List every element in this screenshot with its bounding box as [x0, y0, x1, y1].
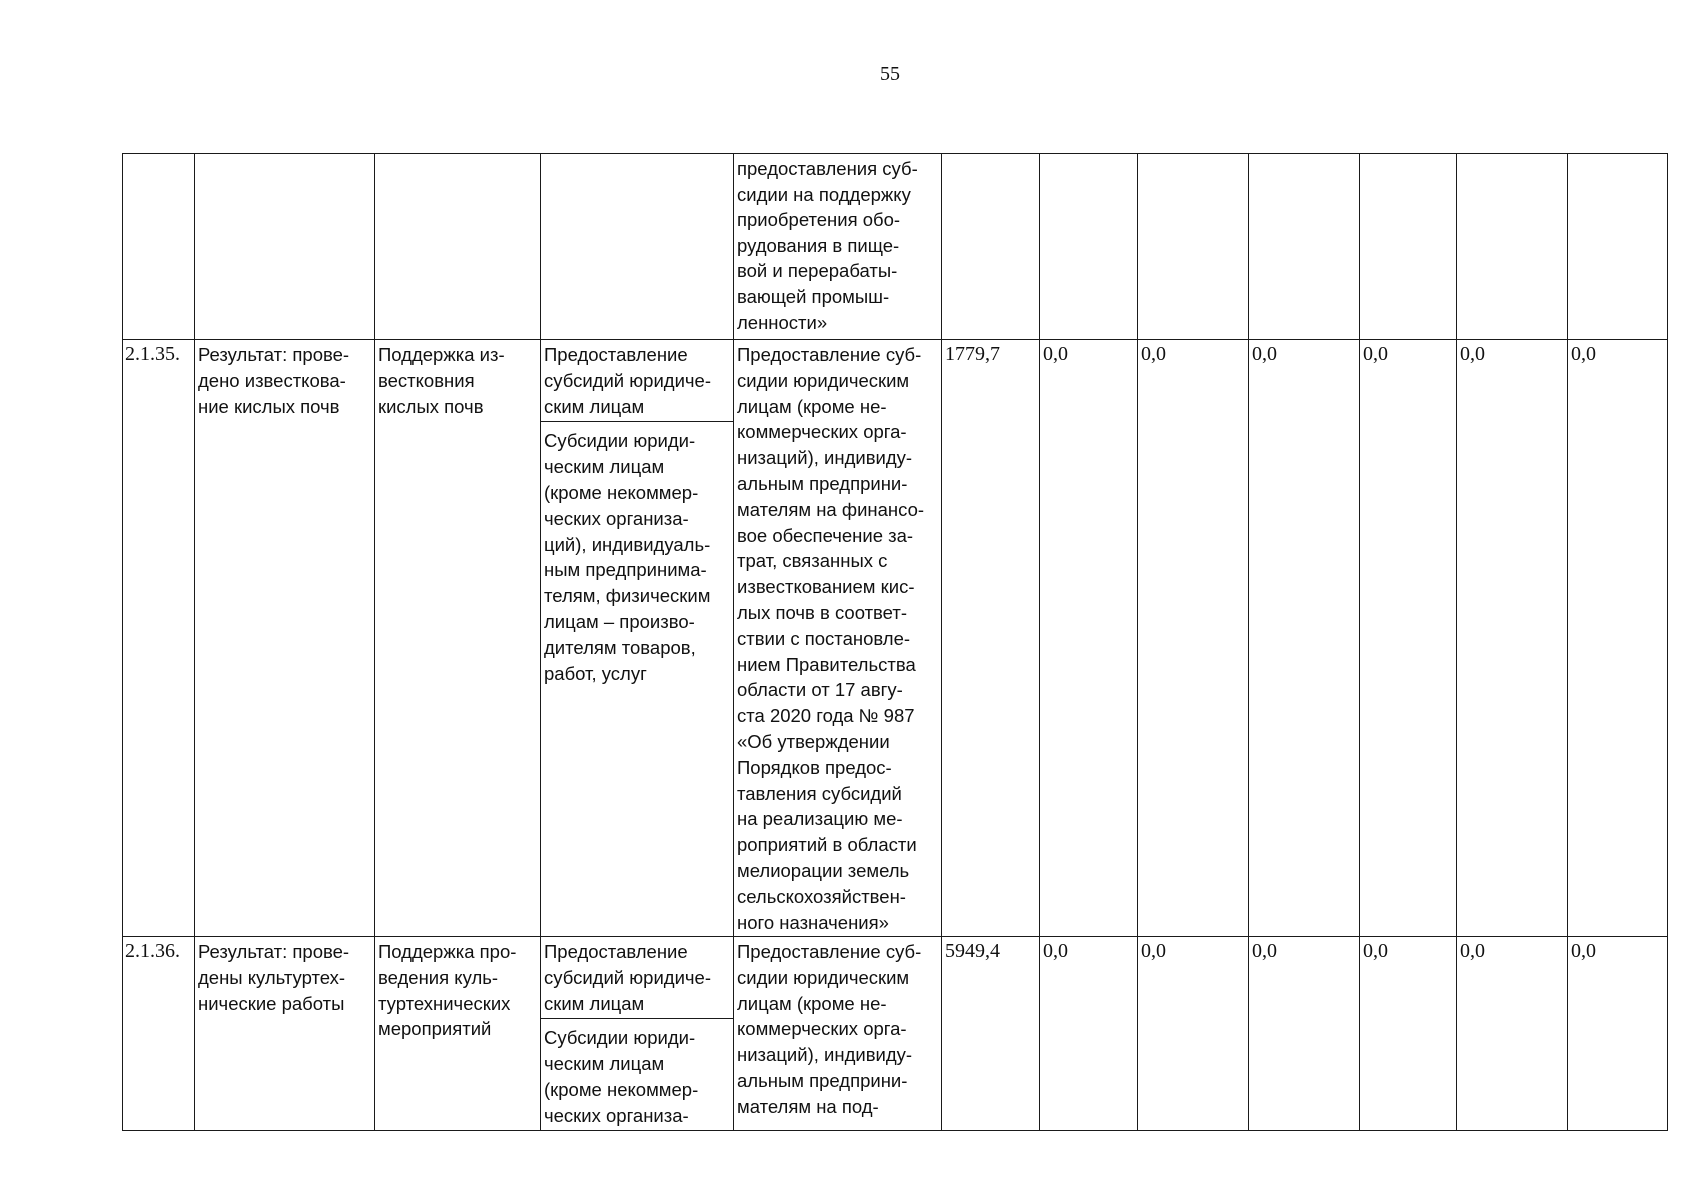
recipient-line: ций), индивидуаль-: [544, 533, 711, 555]
description-line: Предоставление суб-: [737, 344, 922, 365]
description-line: сидии юридическим: [737, 966, 910, 988]
description-line: трат, связанных с: [737, 550, 888, 572]
event-line: туртехнических: [378, 992, 511, 1014]
description-line: Предоставление суб-: [737, 941, 922, 962]
cell-value: 0,0: [1457, 937, 1568, 1131]
recipient-category: [541, 422, 733, 686]
recipient-line: ским лицам: [544, 992, 645, 1014]
event-line: кислых почв: [378, 395, 484, 417]
cell-value: [1138, 154, 1249, 340]
cell-value: [1249, 154, 1360, 340]
cell-value: [942, 154, 1040, 340]
cell-result: [195, 154, 375, 340]
result-line: Результат: прове-: [198, 344, 350, 365]
recipient-line: ческих организа-: [544, 507, 689, 529]
cell-value: 0,0: [1249, 340, 1360, 937]
description-line: коммерческих орга-: [737, 1018, 907, 1040]
description-line: лых почв в соответ-: [737, 601, 907, 623]
description-line: лицам (кроме не-: [737, 992, 887, 1014]
cell-number: 2.1.36.: [123, 937, 195, 1131]
table-row-continuation: [123, 154, 1668, 340]
cell-value: [1360, 154, 1457, 340]
recipient-line: (кроме некоммер-: [544, 1078, 699, 1100]
cell-value: 0,0: [1138, 937, 1249, 1131]
description-line: вающей промыш-: [737, 285, 890, 307]
cell-event: [375, 937, 541, 1131]
description-line: рудования в пище-: [737, 234, 900, 256]
description-line: области от 17 авгу-: [737, 679, 903, 701]
recipient-line: ческим лицам: [544, 1053, 665, 1075]
event-line: ведения куль-: [378, 966, 499, 988]
event-line: Поддержка из-: [378, 344, 505, 365]
result-line: дены культуртех-: [198, 966, 346, 988]
event-line: Поддержка про-: [378, 941, 517, 962]
description-line: мелиорации земель: [737, 859, 910, 881]
description-line: роприятий в области: [737, 834, 917, 856]
recipient-line: ным предпринима-: [544, 559, 707, 581]
recipient-line: ческим лицам: [544, 456, 665, 478]
description-line: ствии с постановле-: [737, 627, 911, 649]
description-line: сельскохозяйствен-: [737, 885, 906, 907]
page-number: 55: [880, 63, 900, 85]
description-line: лицам (кроме не-: [737, 395, 887, 417]
cell-value: 0,0: [1568, 937, 1668, 1131]
description-line: «Об утверждении: [737, 730, 890, 752]
cell-value: [1040, 154, 1138, 340]
table-row-2-1-35: [123, 340, 1668, 937]
recipient-line: Субсидии юриди-: [544, 1027, 696, 1049]
description-line: нием Правительства: [737, 653, 916, 675]
recipient-category: [541, 1019, 733, 1128]
event-line: вестковния: [378, 369, 475, 391]
cell-result: [195, 937, 375, 1131]
description-line: ленности»: [737, 311, 828, 333]
result-line: дено известкова-: [198, 369, 346, 391]
description-line: на реализацию ме-: [737, 808, 903, 830]
recipient-line: телям, физическим: [544, 585, 711, 607]
cell-event: [375, 340, 541, 937]
description-line: предоставления суб-: [737, 158, 918, 179]
recipient-line: субсидий юридиче-: [544, 966, 711, 988]
recipient-line: Предоставление: [544, 941, 688, 962]
description-line: сидии юридическим: [737, 369, 910, 391]
cell-value: 0,0: [1040, 340, 1138, 937]
program-table: [122, 153, 1668, 1131]
recipient-line: ческих организа-: [544, 1104, 689, 1126]
table-row-2-1-36: [123, 937, 1668, 1131]
result-line: нические работы: [198, 992, 345, 1014]
description-line: альным предприни-: [737, 1069, 908, 1091]
description-line: ного назначения»: [737, 911, 889, 933]
description-line: мателям на финансо-: [737, 498, 925, 520]
recipient-line: Субсидии юриди-: [544, 430, 696, 452]
description-line: сидии на поддержку: [737, 183, 911, 205]
result-line: Результат: прове-: [198, 941, 350, 962]
cell-description: [734, 340, 942, 937]
description-line: Порядков предос-: [737, 756, 892, 778]
cell-recipient: [541, 154, 734, 340]
description-line: вой и перерабаты-: [737, 260, 898, 282]
description-line: коммерческих орга-: [737, 421, 907, 443]
recipient-type: [541, 342, 733, 422]
recipient-line: (кроме некоммер-: [544, 481, 699, 503]
cell-value-total: 5949,4: [942, 937, 1040, 1131]
description-line: мателям на под-: [737, 1095, 879, 1117]
cell-value: 0,0: [1360, 937, 1457, 1131]
recipient-type: [541, 939, 733, 1019]
cell-number: [123, 154, 195, 340]
cell-value: 0,0: [1040, 937, 1138, 1131]
recipient-line: субсидий юридиче-: [544, 369, 711, 391]
cell-number: 2.1.35.: [123, 340, 195, 937]
description-line: приобретения обо-: [737, 209, 901, 231]
cell-value: [1568, 154, 1668, 340]
cell-recipient: [541, 937, 734, 1131]
cell-event: [375, 154, 541, 340]
recipient-line: ским лицам: [544, 395, 645, 417]
cell-description: [734, 937, 942, 1131]
cell-value: 0,0: [1360, 340, 1457, 937]
result-line: ние кислых почв: [198, 395, 340, 417]
event-line: мероприятий: [378, 1018, 492, 1040]
description-line: альным предприни-: [737, 472, 908, 494]
cell-value: 0,0: [1568, 340, 1668, 937]
cell-description: [734, 154, 942, 340]
cell-value: 0,0: [1138, 340, 1249, 937]
recipient-line: работ, услуг: [544, 662, 647, 684]
description-line: низаций), индивиду-: [737, 447, 913, 469]
description-line: вое обеспечение за-: [737, 524, 914, 546]
recipient-line: лицам – произво-: [544, 610, 695, 632]
recipient-line: дителям товаров,: [544, 636, 696, 658]
description-line: тавления субсидий: [737, 782, 902, 804]
cell-value: 0,0: [1249, 937, 1360, 1131]
recipient-line: Предоставление: [544, 344, 688, 365]
cell-value: [1457, 154, 1568, 340]
cell-value: 0,0: [1457, 340, 1568, 937]
description-line: низаций), индивиду-: [737, 1044, 913, 1066]
description-line: ста 2020 года № 987: [737, 705, 915, 727]
description-line: известкованием кис-: [737, 576, 915, 598]
cell-result: [195, 340, 375, 937]
cell-value-total: 1779,7: [942, 340, 1040, 937]
cell-recipient: [541, 340, 734, 937]
